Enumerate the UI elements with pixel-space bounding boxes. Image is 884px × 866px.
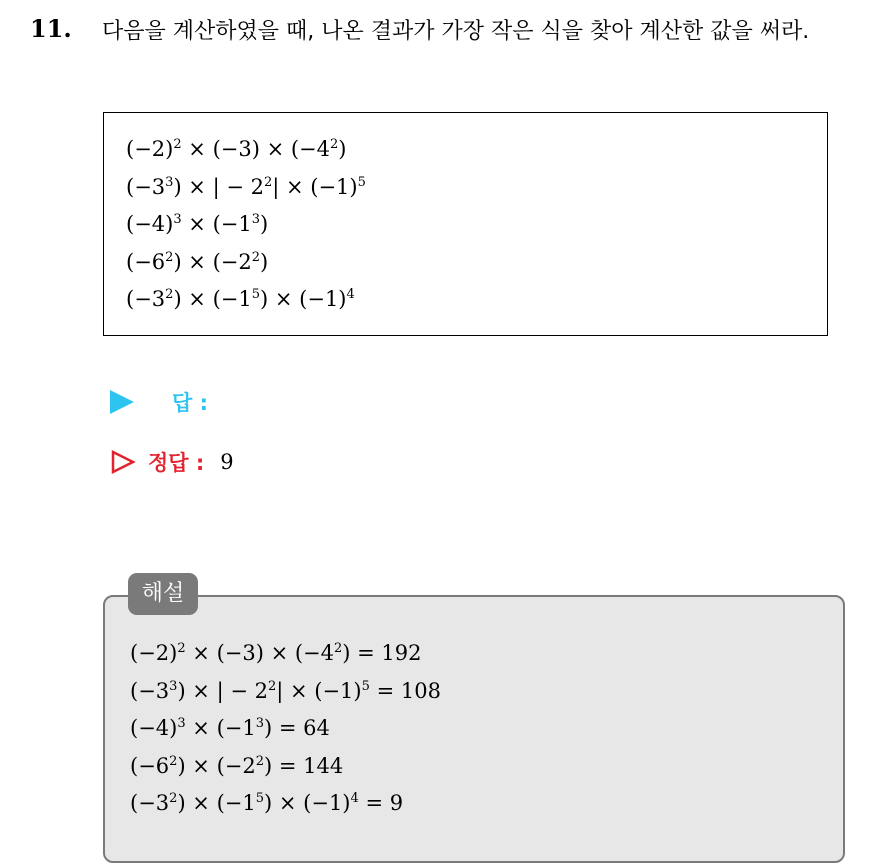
math-text: ): [260, 212, 269, 236]
question-text: 다음을 계산하였을 때, 나온 결과가 가장 작은 식을 찾아 계산한 값을 써라.: [102, 19, 810, 44]
exponent: 2: [173, 137, 182, 152]
expression-line: [126, 131, 827, 169]
math-text: (−4): [130, 716, 178, 740]
exponent: 2: [263, 174, 273, 190]
correct-answer-row: [110, 446, 234, 478]
math-text: ) = 64: [264, 716, 330, 740]
math-text: (−3: [130, 791, 170, 815]
exponent: 5: [361, 678, 370, 694]
solution-tag: 해설: [128, 573, 198, 615]
solution-line: [130, 635, 843, 673]
expression-box: [103, 112, 828, 336]
answer-label: 답 :: [172, 391, 208, 415]
correct-answer-value: 9: [220, 450, 234, 474]
exponent: 3: [165, 174, 174, 190]
math-text: ): [338, 137, 347, 161]
math-text: | × (−1): [276, 678, 362, 703]
solution-line: [130, 748, 843, 786]
math-text: (−3: [126, 287, 166, 311]
answer-row: [110, 386, 208, 418]
math-text: = 108: [369, 678, 441, 703]
expression-line: [126, 244, 827, 282]
math-text: (−6: [130, 753, 170, 778]
math-text: ) × (−1): [260, 287, 347, 311]
math-text: = 9: [358, 791, 404, 815]
math-text: × (−3) × (−4: [181, 137, 331, 161]
outline-triangle-icon: [110, 449, 136, 475]
math-text: (−6: [126, 249, 166, 274]
solution-box: [103, 595, 845, 863]
math-text: ) × (−1: [173, 287, 252, 311]
expression-line: [126, 206, 827, 244]
exponent: 2: [165, 249, 174, 265]
math-text: (−2): [130, 641, 178, 665]
exponent: 3: [251, 212, 261, 227]
exponent: 3: [169, 678, 178, 694]
math-text: ) × | − 2: [173, 174, 264, 199]
exponent: 2: [330, 137, 339, 152]
exponent: 2: [334, 641, 343, 656]
exponent: 5: [255, 791, 265, 806]
expression-line: [126, 281, 827, 319]
exponent: 2: [251, 249, 261, 265]
math-text: × (−1: [185, 716, 256, 740]
exponent: 4: [346, 287, 355, 302]
math-text: × (−1: [181, 212, 252, 236]
exponent: 3: [255, 716, 265, 731]
math-text: | × (−1): [272, 174, 358, 199]
exponent: 2: [255, 753, 265, 769]
solution-line: [130, 785, 843, 823]
math-text: ) × | − 2: [177, 678, 268, 703]
math-text: (−3: [130, 678, 170, 703]
math-text: ) × (−1: [177, 791, 256, 815]
play-triangle-icon: [110, 390, 134, 414]
exponent: 2: [169, 753, 178, 769]
math-text: (−2): [126, 137, 174, 161]
exponent: 5: [251, 287, 261, 302]
question-number: 11.: [30, 14, 72, 43]
math-text: (−4): [126, 212, 174, 236]
exponent: 2: [169, 791, 178, 806]
expression-line: [126, 169, 827, 207]
exponent: 2: [177, 641, 186, 656]
math-text: ): [260, 249, 269, 274]
exponent: 2: [165, 287, 174, 302]
correct-answer-label: 정답 :: [148, 451, 205, 475]
math-text: ) = 144: [264, 753, 344, 778]
math-text: ) × (−2: [177, 753, 256, 778]
math-text: ) = 192: [342, 641, 422, 665]
exponent: 4: [350, 791, 359, 806]
solution-line: [130, 673, 843, 711]
math-text: × (−3) × (−4: [185, 641, 335, 665]
math-text: (−3: [126, 174, 166, 199]
exponent: 2: [267, 678, 277, 694]
exponent: 3: [173, 212, 182, 227]
exponent: 3: [177, 716, 186, 731]
math-text: ) × (−1): [264, 791, 351, 815]
solution-line: [130, 710, 843, 748]
math-text: ) × (−2: [173, 249, 252, 274]
exponent: 5: [357, 174, 366, 190]
